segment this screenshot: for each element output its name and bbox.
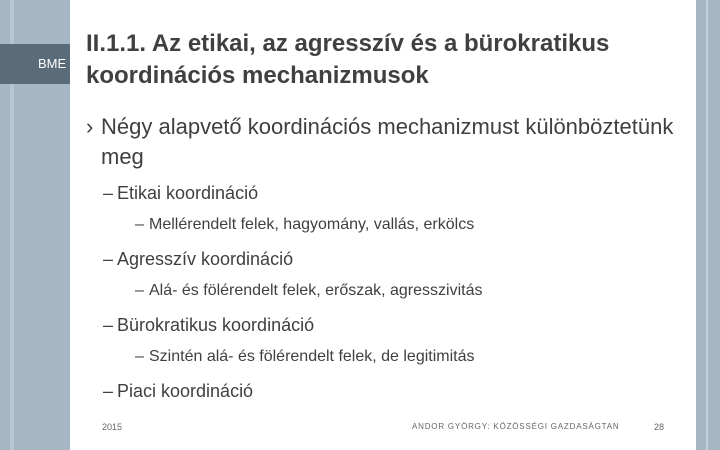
bullet-text: Bürokratikus koordináció: [117, 315, 315, 335]
bullet-marker: –: [103, 249, 114, 269]
bullet-etikai-koordinacio: [86, 180, 686, 206]
slide-content: [86, 112, 686, 412]
sub-bullet-marker: –: [135, 348, 144, 365]
bullet-agressziv-koordinacio: [86, 246, 686, 272]
bullet-marker: –: [103, 183, 114, 203]
footer-year: 2015: [102, 422, 123, 432]
sub-bullet-burokratikus: [86, 346, 686, 368]
footer-page-number: 28: [654, 422, 665, 432]
bullet-marker: –: [103, 315, 114, 335]
right-decorative-bar: [696, 0, 720, 450]
footer-author: ANDOR GYÖRGY: KÖZÖSSÉGI GAZDASÁGTAN: [412, 422, 620, 431]
slide-title: II.1.1. Az etikai, az agresszív és a bürokratikus koordinációs mechanizmusok: [86, 30, 610, 89]
main-bullet: [86, 112, 686, 172]
sub-bullet-etikai: [86, 214, 686, 236]
bullet-text: Etikai koordináció: [117, 183, 259, 203]
bullet-text: Piaci koordináció: [117, 381, 254, 401]
main-bullet-marker: ›: [86, 114, 94, 139]
main-bullet-text: Négy alapvető koordinációs mechanizmust különböztetünk meg: [101, 114, 674, 169]
sub-bullet-marker: –: [135, 282, 144, 299]
bullet-piaci-koordinacio: [86, 378, 686, 404]
sub-bullet-text: Mellérendelt felek, hagyomány, vallás, erkölcs: [149, 216, 475, 233]
bullet-burokratikus-koordinacio: [86, 312, 686, 338]
bullet-text: Agresszív koordináció: [117, 249, 294, 269]
sub-bullet-agressziv: [86, 280, 686, 302]
right-bar-stripe: [706, 0, 708, 450]
bme-badge: BME: [0, 44, 70, 84]
sub-bullet-text: Szintén alá- és fölérendelt felek, de legitimitás: [149, 348, 475, 365]
sub-bullet-text: Alá- és fölérendelt felek, erőszak, agresszivitás: [149, 282, 483, 299]
bullet-marker: –: [103, 381, 114, 401]
sub-bullet-marker: –: [135, 216, 144, 233]
